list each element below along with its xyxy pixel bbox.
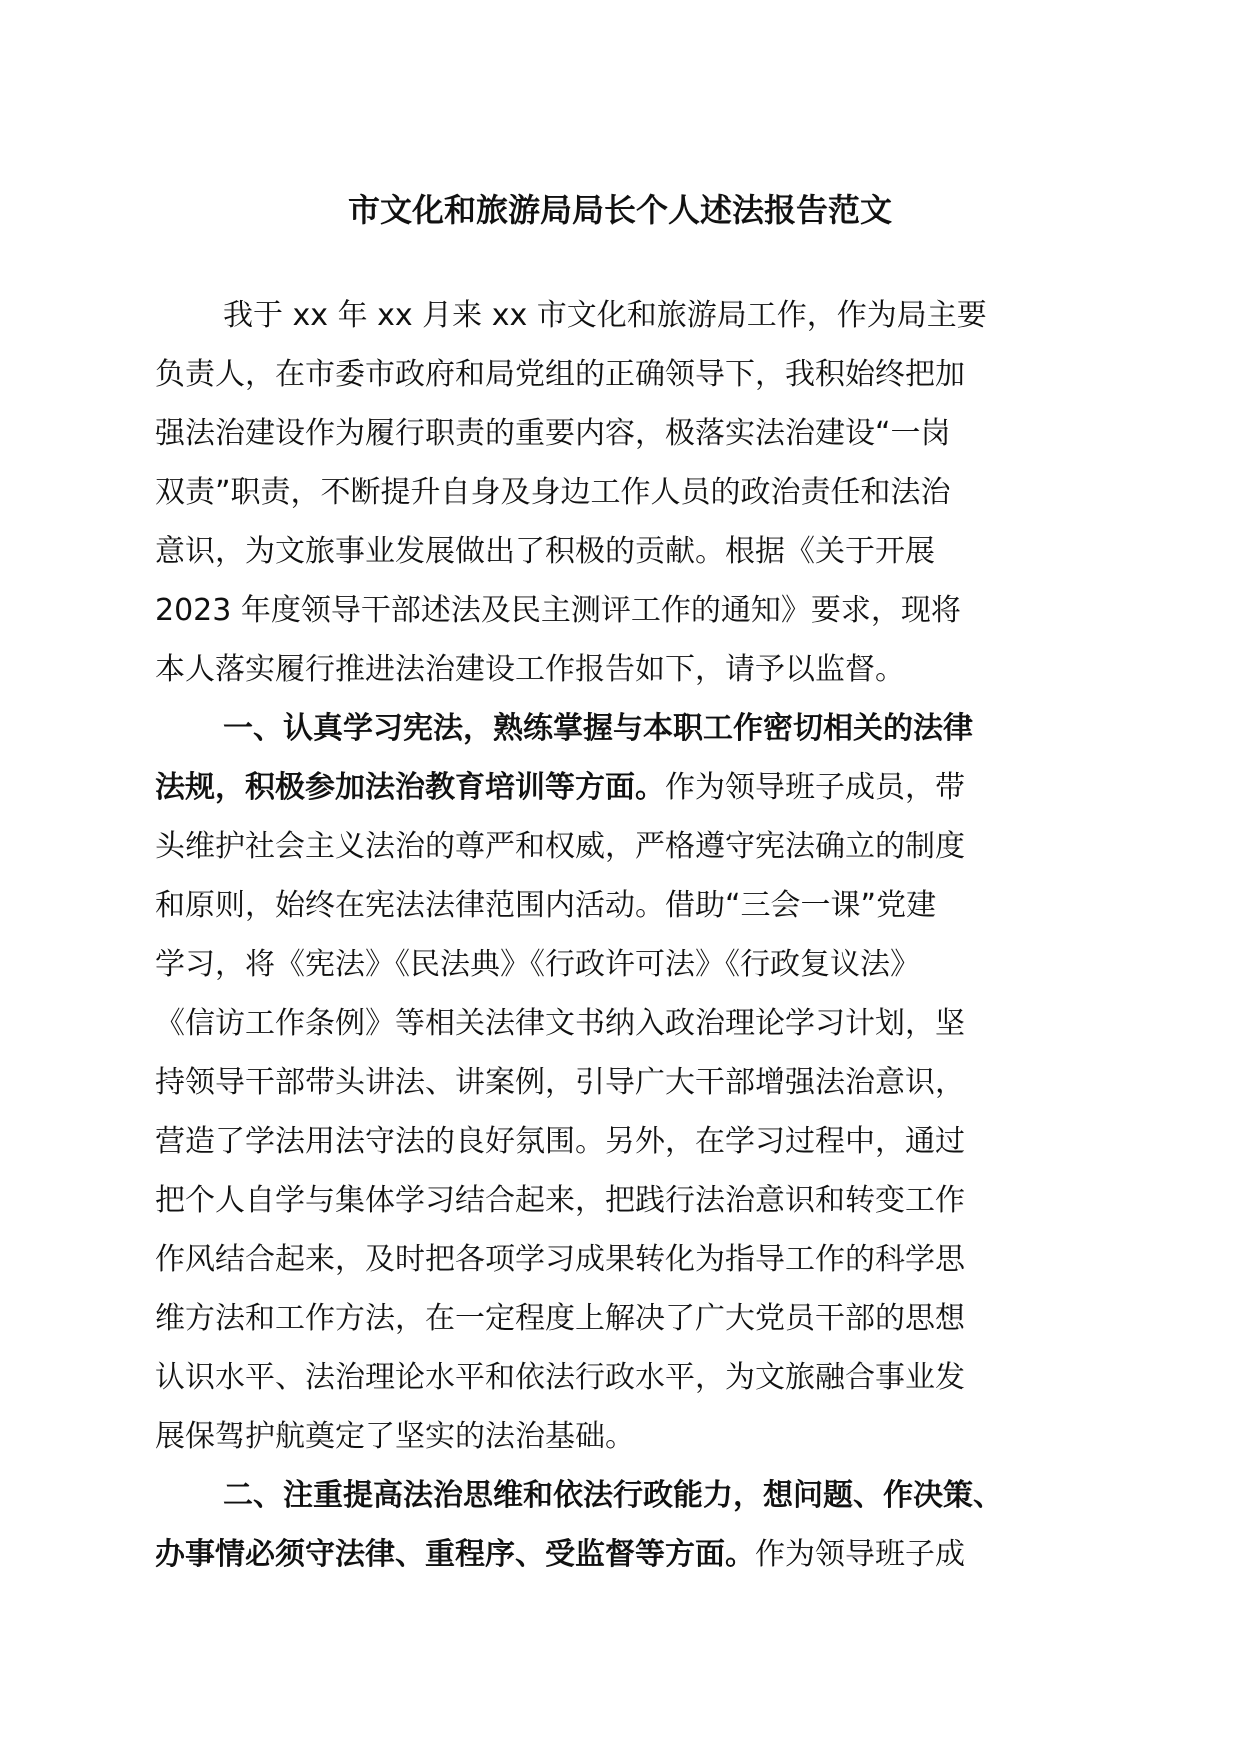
- intro-line: 2023 年度领导干部述法及民主测评工作的通知》要求，现将: [155, 593, 961, 628]
- section2-heading-end: 办事情必须守法律、重程序、受监督等方面。: [155, 1537, 755, 1572]
- intro-line: 双责”职责，不断提升自身及身边工作人员的政治责任和法治: [155, 475, 951, 510]
- section2-heading-continuation: [155, 1525, 1075, 1584]
- section1-line: 学习，将《宪法》《民法典》《行政许可法》《行政复议法》: [155, 947, 920, 982]
- section1-line: 头维护社会主义法治的尊严和权威，严格遵守宪法确立的制度: [155, 829, 965, 864]
- section1-line: 《信访工作条例》等相关法律文书纳入政治理论学习计划，坚: [155, 1006, 965, 1041]
- intro-line: 本人落实履行推进法治建设工作报告如下，请予以监督。: [155, 652, 905, 687]
- section1-heading: 一、认真学习宪法，熟练掌握与本职工作密切相关的法律: [223, 711, 973, 746]
- intro-line: 意识，为文旅事业发展做出了积极的贡献。根据《关于开展: [155, 534, 935, 569]
- section1-line: 维方法和工作方法，在一定程度上解决了广大党员干部的思想: [155, 1301, 965, 1336]
- section2-text-start: 作为领导班子成: [755, 1537, 965, 1572]
- section1-line: 营造了学法用法守法的良好氛围。另外，在学习过程中，通过: [155, 1124, 965, 1159]
- section1-line: 和原则，始终在宪法法律范围内活动。借助“三会一课”党建: [155, 888, 937, 923]
- section1-text-start: 作为领导班子成员，带: [665, 770, 965, 805]
- intro-line: 负责人，在市委市政府和局党组的正确领导下，我积始终把加: [155, 357, 965, 392]
- section1-heading-continuation: [155, 758, 1075, 817]
- section1-line: 认识水平、法治理论水平和依法行政水平，为文旅融合事业发: [155, 1360, 965, 1395]
- section1-line: 展保驾护航奠定了坚实的法治基础。: [155, 1419, 635, 1454]
- section1-heading-end: 法规，积极参加法治教育培训等方面。: [155, 770, 665, 805]
- document-body: [155, 286, 1075, 1584]
- document-title: 市文化和旅游局局长个人述法报告范文: [347, 191, 892, 229]
- section1-line: 持领导干部带头讲法、讲案例，引导广大干部增强法治意识，: [155, 1065, 965, 1100]
- intro-line: 我于 xx 年 xx 月来 xx 市文化和旅游局工作，作为局主要: [223, 298, 987, 333]
- section1-line: 把个人自学与集体学习结合起来，把践行法治意识和转变工作: [155, 1183, 965, 1218]
- section1-line: 作风结合起来，及时把各项学习成果转化为指导工作的科学思: [155, 1242, 965, 1277]
- section2-heading: 二、注重提高法治思维和依法行政能力，想问题、作决策、: [223, 1478, 1003, 1513]
- intro-line: 强法治建设作为履行职责的重要内容，极落实法治建设“一岗: [155, 416, 951, 451]
